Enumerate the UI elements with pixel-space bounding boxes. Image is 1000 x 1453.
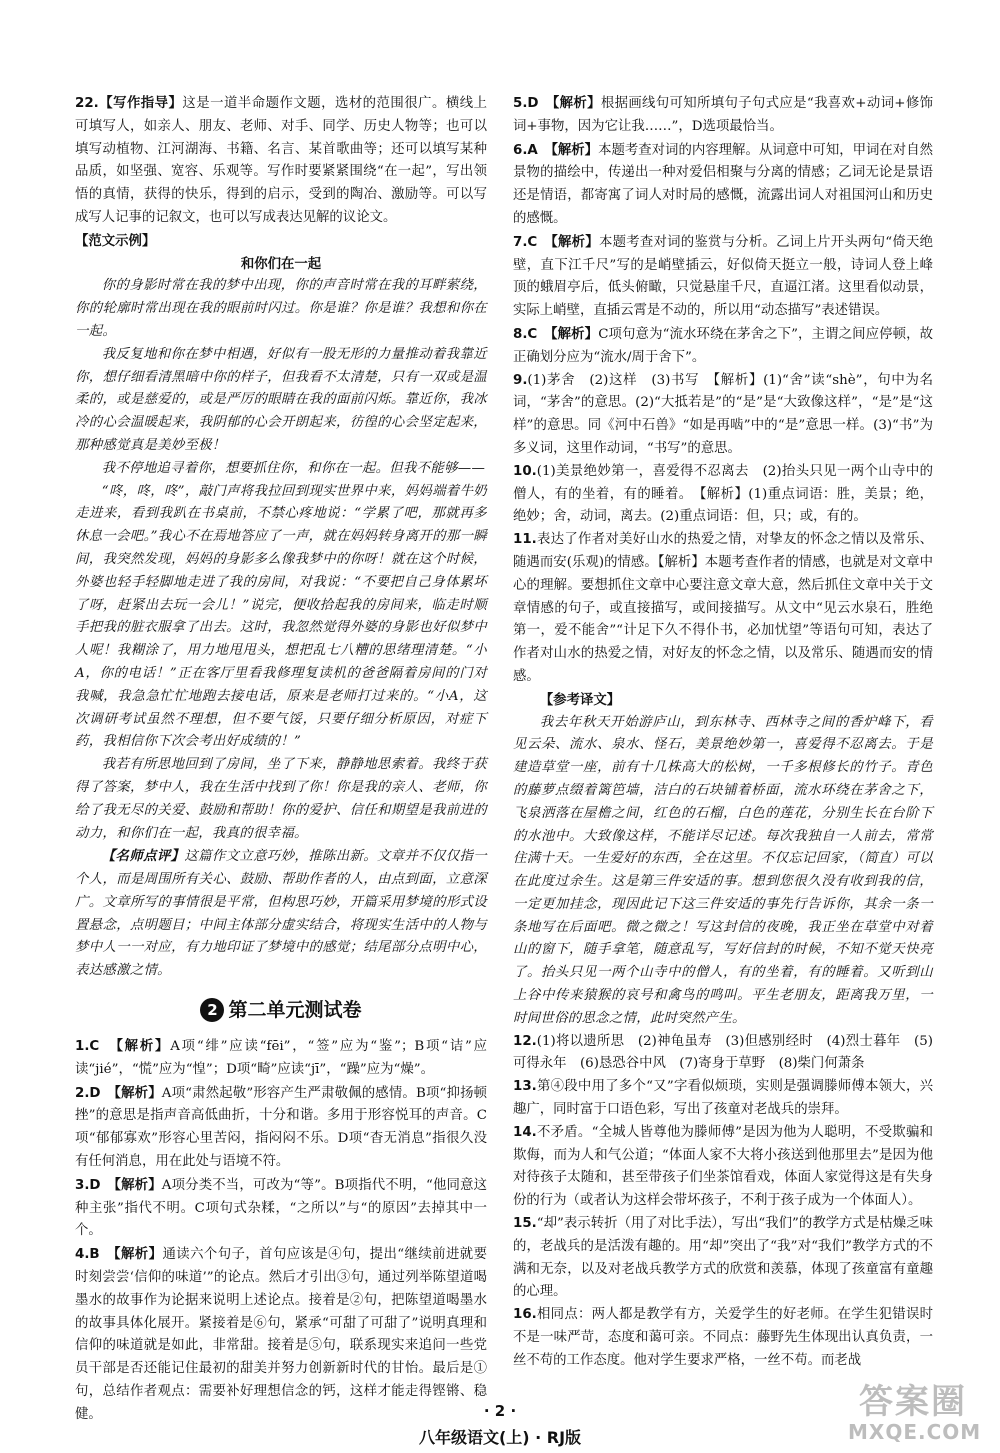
answer-text: A项“肃然起敬”形容产生严肃敬佩的感情。B项“抑扬顿挫”的意思是指声音高低曲折，十分和谐。多用于形容悦耳的声音。C项“郁郁寡欢”形容心里苦闷，指闷闷不乐。D项“杳无消息”指很久没有任何消息，用在此处与语境不符。 xyxy=(75,1085,488,1170)
comment-tag: 【名师点评】 xyxy=(101,848,185,865)
essay-paragraph: 我若有所思地回到了房间，坐了下来，静静地思索着。我终于获得了答案，梦中人，我在生活中找到了你！你是我的亲人、老师，你给了我无尽的关爱、鼓励和帮助！你的爱护、信任和期望是我前进的动力，和你们在一起，我真的很幸福。 xyxy=(75,757,487,841)
answer-text: “却”表示转折（用了对比手法），写出“我们”的教学方式是枯燥乏味的，老战兵的是活泼有趣的。用“却”突出了“我”对“我们”教学方式的不满和无奈，以及对老战兵教学方式的欣赏和羡慕，体现了孩童富有童趣的心理。 xyxy=(513,1216,933,1300)
answer-text: (1)美景绝妙第一，喜爱得不忍离去 (2)抬头只见一两个山寺中的僧人，有的坐着，有的睡着。 【解析】(1)重点词语：胜，美景；绝，绝妙；舍，动词，离去。(2)重点词语：但，只；或，有的。 xyxy=(513,463,933,525)
analysis-tag: 【解析】 xyxy=(552,95,601,111)
analysis-tag: 【解析】 xyxy=(113,1246,163,1263)
analysis-tag: 【解析】 xyxy=(551,141,599,158)
answer-text: 本题考查对词的内容理解。从词意中可知，甲词在对自然景物的描绘中，传递出一种对爱侣相聚与分离的情感；乙词无论是景语还是情语，都寄寓了词人对时局的感慨，流露出词人对祖国河山和历史的感慨。 xyxy=(513,142,933,226)
watermark-logo: 答案圈 xyxy=(859,1382,967,1422)
answer-item xyxy=(513,1304,933,1372)
answer-number: 10. xyxy=(513,463,537,479)
answer-text: 通读六个句子，首句应该是④句，提出“继续前进就要时刻尝尝‘信仰的味道’”的论点。然后才引出③句，通过列举陈望道喝墨水的故事作为论据来说明上述论点。接着是②句，把陈望道喝墨水的故事具体化展开。紧接着是⑥句，紧承“可甜了可甜了”说明真理和信仰的味道就是如此，非常甜。接着是⑤句，联系现实来追问一些党员干部是否还能记住最初的甜美并努力创新新时代的甘怡。最后是①句，总结作者观点：需要补好理想信念的钙，这样才能走得铿锵、稳健。 xyxy=(75,1247,487,1422)
analysis-tag: 【解析】 xyxy=(114,1084,162,1101)
analysis-tag: 【解析】 xyxy=(116,1038,171,1055)
answer-choice: B xyxy=(89,1247,100,1263)
answer-number: 14. xyxy=(513,1124,537,1140)
answer-number: 6. xyxy=(513,142,528,158)
answer-number: 13. xyxy=(513,1079,537,1095)
answer-number: 8. xyxy=(513,326,528,342)
answer-number: 1. xyxy=(75,1039,90,1055)
essay-paragraph: 我反复地和你在梦中相遇，好似有一股无形的力量推动着我靠近你，想仔细看清黑暗中你的样子，但我看不太清楚，只有一双或是温柔的，或是慈爱的，或是严厉的眼睛在我的面前闪烁。靠近你，我冰冷的心会温暖起来，我阴郁的心会开朗起来，彷徨的心会坚定起来，那种感觉真是美妙至极！ xyxy=(75,346,487,453)
section-number-badge: 2 xyxy=(200,998,224,1022)
page-number: · 2 · xyxy=(483,1402,517,1420)
essay-title: 和你们在一起 xyxy=(240,255,322,272)
answer-item xyxy=(75,1035,487,1082)
answer-item xyxy=(513,92,933,139)
answer-number: 12. xyxy=(513,1033,537,1049)
answer-text: A项分类不当，可改为“等”。B项指代不明，“他同意这种主张”指代不明。C项句式杂糅，“之所以”与“的原因”去掉其中一个。 xyxy=(75,1177,488,1239)
answer-item xyxy=(513,231,933,323)
answer-text: 不矛盾。“全城人皆尊他为滕师傅”是因为他为人聪明，不受欺骗和欺侮，而为人和气公道；“体面人家不大将小孩送到他那里去”是因为他对待孩子太随和，甚至带孩子们坐茶馆看戏，体面人家觉得这是有失身份的行为（或者认为这样会带坏孩子，不利于孩子成为一个体面人）。 xyxy=(513,1124,933,1209)
translation-text: 我去年秋天开始游庐山，到东林寺、西林寺之间的香炉峰下，看见云朵、流水、泉水、怪石，美景绝妙第一，喜爱得不忍离去。于是建造草堂一座，前有十几株高大的松树，一千多根修长的竹子。青色的藤萝点缀着篱笆墙，洁白的石块铺着桥面，流水环绕在茅舍之下，飞泉洒落在屋檐之间，红色的石榴，白色的莲花，分别生长在台阶下的水池中。大致像这样，不能详尽记述。每次我独自一人前去，常常住满十天。一生爱好的东西，全在这里。不仅忘记回家，（简直）可以在此度过余生。这是第三件安适的事。想到您很久没有收到我的信，一定更加挂念，现因此记下这三件安适的事先行告诉你，其余一条一条地写在后面吧。微之微之！写这封信的夜晚，我正坐在草堂中对着山的窗下，随手拿笔，随意乱写，写好信封的时候，不知不觉天快亮了。抬头只见一两个山寺中的僧人，有的坐着，有的睡着。又听到山上谷中传来猿猴的哀号和禽鸟的鸣叫。平生老朋友，距离我万里，一时间世俗的思念之情，此时突然产生。 xyxy=(513,714,933,1026)
answer-choice: A xyxy=(527,142,538,158)
answer-text: A项“绯”应读“fēi”，“签”应为“鉴”；B项“诘”应读“jié”，“慌”应为“惶”；D项“畸”应读“jī”，“躁”应为“燥”。 xyxy=(75,1039,487,1077)
answer-number: 22. xyxy=(75,96,99,111)
answer-choice: C xyxy=(527,234,538,250)
answer-22 xyxy=(75,92,487,230)
watermark-domain: MXQE.COM xyxy=(848,1420,982,1444)
analysis-tag: 【解析】 xyxy=(114,1176,162,1193)
essay-paragraph: 你的身影时常在我的梦中出现，你的声音时常在我的耳畔萦绕，你的轮廓时常出现在我的眼前时闪过。你是谁？你是谁？我想和你在一起。 xyxy=(75,278,487,339)
answer-item xyxy=(75,1082,487,1174)
left-column xyxy=(75,92,487,1427)
translation-heading: 【参考译文】 xyxy=(539,691,621,708)
comment-text: 这篇作文立意巧妙，推陈出新。文章并不仅仅指一个人，而是周围所有关心、鼓励、帮助作者的人，由点到面，立意深广。文章所写的事情很是平常，但构思巧妙，开篇采用梦境的形式设置悬念，点明题目；中间主体部分虚实结合，将现实生活中的人物与梦中人一一对应，有力地印证了梦境中的感觉；结尾部分点明中心，表达感激之情。 xyxy=(75,849,487,979)
answer-choice: D xyxy=(527,96,539,111)
writing-guide-tag: 【写作指导】 xyxy=(98,95,183,111)
answer-text: 根据画线句可知所填句子句式应是“我喜欢+动词+修饰词+事物，因为它让我……”，D选项最恰当。 xyxy=(513,96,933,134)
analysis-tag: 【解析】 xyxy=(550,325,599,342)
analysis-tag: 【解析】 xyxy=(551,233,599,250)
answer-number: 7. xyxy=(513,234,528,250)
answer-number: 15. xyxy=(513,1216,537,1232)
answer-item xyxy=(513,370,933,461)
answer-choice: C xyxy=(89,1039,100,1055)
answer-item xyxy=(513,1122,933,1213)
answer-text: 第④段中用了多个“又”字看似烦琐，实则是强调滕师傅本领大，兴趣广，同时富于口语色彩，写出了孩童对老战兵的崇拜。 xyxy=(513,1079,933,1118)
section-title: 第二单元测试卷 xyxy=(228,998,362,1021)
answer-number: 11. xyxy=(513,532,537,548)
answer-choice: D xyxy=(89,1085,101,1101)
answer-number: 3. xyxy=(75,1177,90,1193)
answer-text: 相同点：两人都是教学有方，关爱学生的好老师。在学生犯错误时不是一味严苛，态度和蔼可亲。不同点：藤野先生体现出认真负责，一丝不苟的工作态度。他对学生要求严格，一丝不苟。而老战 xyxy=(513,1307,933,1368)
answer-item xyxy=(75,1174,487,1243)
answer-text: (1)茅舍 (2)这样 (3)书写 【解析】(1)“舍”读“shè”，句中为名词，“茅舍”的意思。(2)“大抵若是”的“是”是“大致像这样”，“是”是“这样”的意思。同《河中石兽》“如是再啮”中的“是”意思一样。(3)“书”为多义词，这里作动词，“书写”的意思。 xyxy=(513,372,933,456)
teacher-comment xyxy=(75,845,487,983)
answer-text: C项句意为“流水环绕在茅舍之下”，主谓之间应停顿，故正确划分应为“流水/周于舍下”。 xyxy=(513,326,933,365)
answer-text: 表达了作者对美好山水的热爱之情，对挚友的怀念之情以及常乐、随遇而安(乐观)的情感。【解析】本题考查作者的情感，也就是对文章中心的理解。要想抓住文章中心要注意文章大意，然后抓住文章中关于文章情感的句子，或直接描写，或间接描写。从文中“见云水泉石，胜绝第一，爱不能舍”“计足下久不得仆书，必加忧望”等语句可知，表达了作者对山水的热爱之情，对好友的怀念之情，以及常乐、随遇而安的情感。 xyxy=(513,532,933,684)
answer-item xyxy=(513,1076,933,1122)
sample-essay-heading: 【范文示例】 xyxy=(75,232,156,249)
section-heading xyxy=(75,993,487,1027)
edition-label: 八年级语文(上) · RJ版 xyxy=(418,1427,582,1447)
answer-text: 这是一道半命题作文题，选材的范围很广。横线上可填写人，如亲人、朋友、老师、对手、同学、历史人物等；也可以填写动植物、江河湖海、书籍、名言、某首歌曲等；还可以填写某种品质，如坚强、宽容、乐观等。写作时要紧紧围绕“在一起”，写出领悟的真情，获得的快乐，得到的启示，受到的陶冶、激励等。可以写成写人记事的记叙文，也可以写成表达见解的议论文。 xyxy=(75,96,488,225)
answer-choice: D xyxy=(89,1177,101,1193)
answer-number: 16. xyxy=(513,1307,537,1323)
answer-number: 9. xyxy=(513,372,528,388)
answer-text: (1)将以遗所思 (2)神龟虽寿 (3)但感别经时 (4)烈士暮年 (5)可得永年 (6)恳恐谷中风 (7)寄身于草野 (8)柴门何萧条 xyxy=(513,1033,933,1072)
answer-number: 2. xyxy=(75,1085,90,1101)
answer-number: 4. xyxy=(75,1247,90,1263)
answer-text: 本题考查对词的鉴赏与分析。乙词上片开头两句“倚天绝壁，直下江千尺”写的是峭壁插云，好似倚天挺立一般，诗词人登上峰顶的蛾眉亭后，低头俯瞰，只觉悬崖千尺，直逼江渚。这里看似动景，实际上峭壁，直插云霄是不动的，所以用“动态描写”表述错误。 xyxy=(513,234,933,319)
answer-item xyxy=(513,529,933,689)
right-column xyxy=(513,92,933,1373)
answer-item xyxy=(513,461,933,529)
answer-number: 5. xyxy=(513,96,528,111)
answer-choice: C xyxy=(527,326,538,342)
answer-item xyxy=(513,139,933,231)
watermark xyxy=(848,1382,982,1445)
answer-item xyxy=(513,323,933,370)
answer-item xyxy=(513,1031,933,1077)
essay-paragraph: “咚，咚，咚”，敲门声将我拉回到现实世界中来，妈妈端着牛奶走进来，看到我趴在书桌前，不禁心疼地说：“学累了吧，那就再多休息一会吧。”我心不在焉地答应了一声，就在妈妈转身离开的那一瞬间，我突然发现，妈妈的身影多么像我梦中的你呀！就在这个时候，外婆也轻手轻脚地走进了我的房间，对我说：“不要把自己身体累坏了呀，赶紧出去玩一会儿！”说完，便收拾起我的房间来，临走时顺手把我的脏衣服拿了出去。这时，我忽然觉得外婆的身影也好似梦中人呢！我糊涂了，用力地甩甩头，想把乱七八糟的思绪理清楚。“小A，你的电话！”正在客厅里看我修理复读机的爸爸隔着房间的门对我喊，我急急忙忙地跑去接电话，原来是老师打过来的。“小A，这次调研考试虽然不理想，但不要气馁，只要仔细分析原因，对症下药，我相信你下次会考出好成绩的！” xyxy=(75,483,487,750)
answer-item xyxy=(513,1213,933,1304)
essay-paragraph: 我不停地追寻着你，想要抓住你，和你在一起。但我不能够—— xyxy=(101,460,486,476)
